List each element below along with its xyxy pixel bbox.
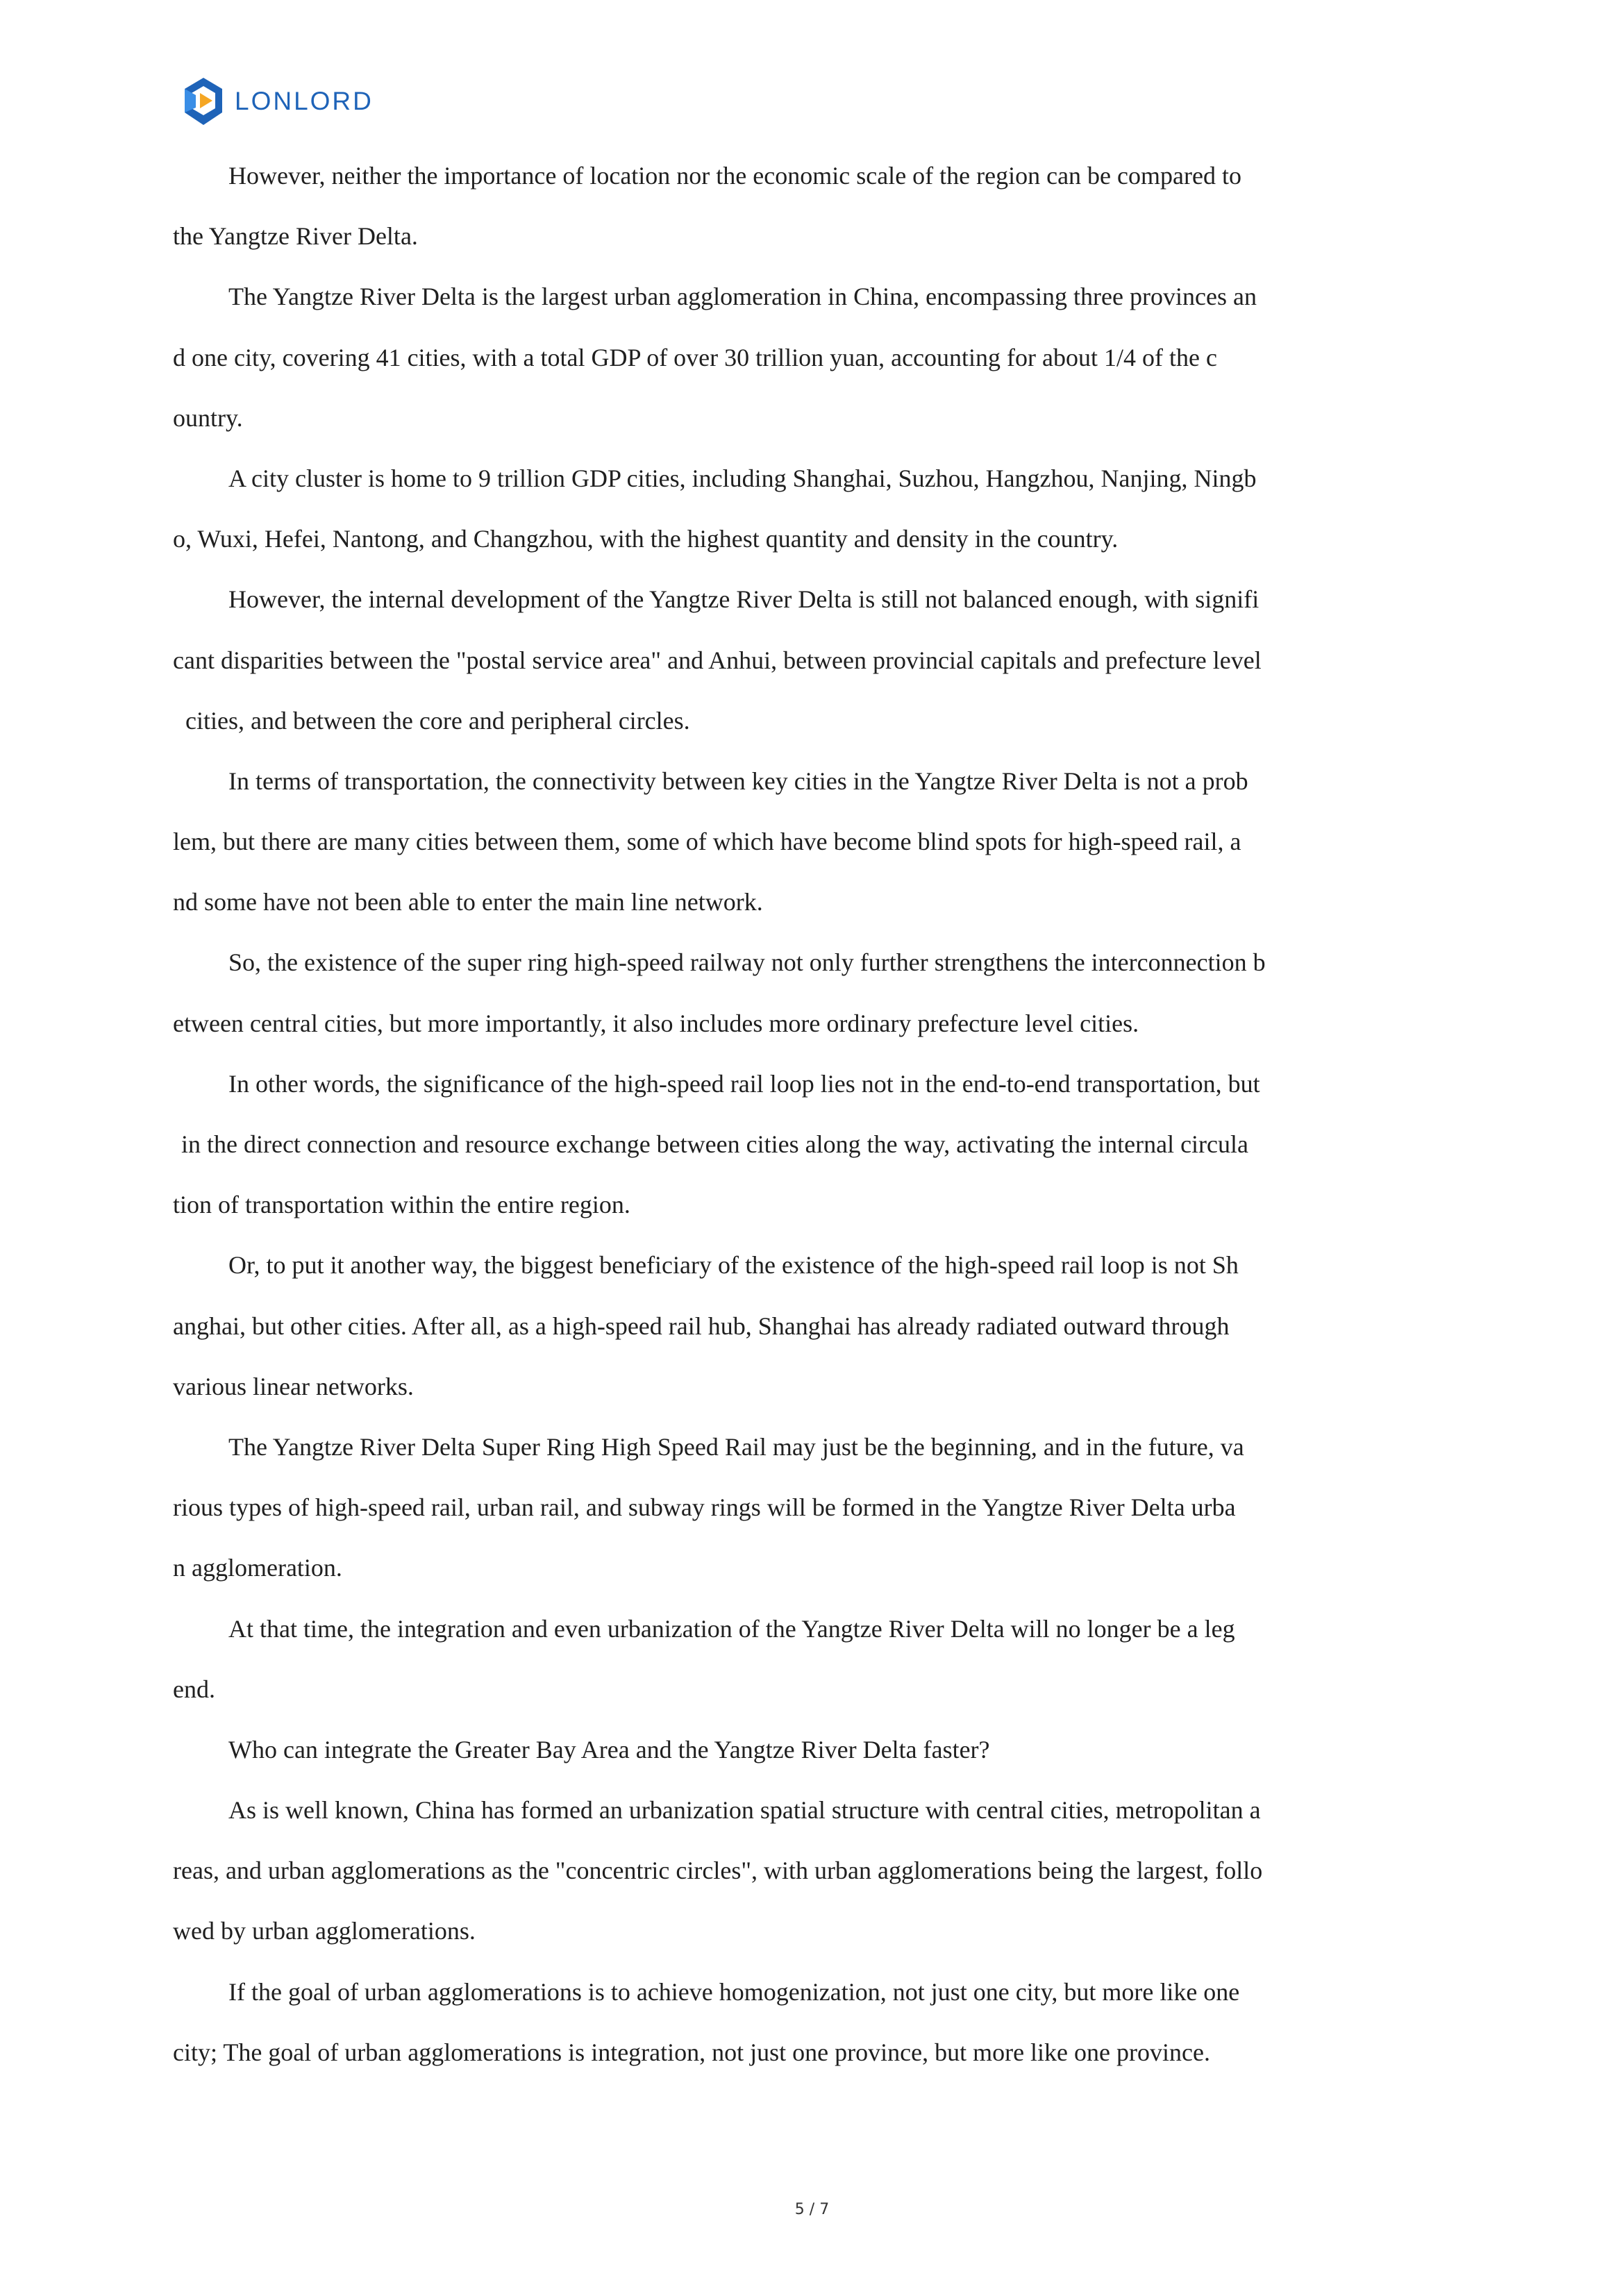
document-body	[173, 154, 1453, 2091]
page-number: 5 / 7	[794, 2201, 830, 2218]
text-line: As is well known, China has formed an urbanization spatial structure with central cities, metropolitan a	[228, 1796, 1261, 1825]
text-line: anghai, but other cities. After all, as a high-speed rail hub, Shanghai has already radiated outward through	[173, 1312, 1230, 1340]
text-line: cant disparities between the "postal service area" and Anhui, between provincial capitals and prefecture level	[173, 646, 1262, 674]
text-line: However, the internal development of the Yangtze River Delta is still not balanced enough, with signifi	[228, 585, 1259, 614]
text-line: In terms of transportation, the connectivity between key cities in the Yangtze River Delta is not a prob	[228, 766, 1248, 795]
text-line: So, the existence of the super ring high-speed railway not only further strengthens the interconnection b	[228, 948, 1266, 977]
text-line: city; The goal of urban agglomerations is integration, not just one province, but more like one province.	[173, 2038, 1210, 2066]
text-line: d one city, covering 41 cities, with a total GDP of over 30 trillion yuan, accounting for about 1/4 of the c	[173, 343, 1217, 371]
text-line: Who can integrate the Greater Bay Area and the Yangtze River Delta faster?	[228, 1735, 990, 1763]
text-line: cities, and between the core and peripheral circles.	[185, 706, 690, 735]
paragraph-lines	[173, 154, 1453, 2091]
text-line: If the goal of urban agglomerations is to achieve homogenization, not just one city, but more like one	[228, 1977, 1240, 2006]
text-line: ountry.	[173, 403, 243, 432]
text-line: Or, to put it another way, the biggest beneficiary of the existence of the high-speed rail loop is not Sh	[228, 1251, 1239, 1280]
text-line: tion of transportation within the entire region.	[173, 1191, 630, 1219]
text-line: in the direct connection and resource exchange between cities along the way, activating the internal circula	[181, 1130, 1248, 1158]
text-line: reas, and urban agglomerations as the "concentric circles", with urban agglomerations being the largest, follo	[173, 1857, 1263, 1885]
text-line: o, Wuxi, Hefei, Nantong, and Changzhou, with the highest quantity and density in the country.	[173, 525, 1119, 553]
text-line: nd some have not been able to enter the main line network.	[173, 888, 763, 916]
text-line: The Yangtze River Delta Super Ring High Speed Rail may just be the beginning, and in the future, va	[228, 1432, 1244, 1461]
text-line: rious types of high-speed rail, urban rail, and subway rings will be formed in the Yangtze River Delta urba	[173, 1493, 1236, 1522]
text-line: various linear networks.	[173, 1372, 414, 1400]
text-line: A city cluster is home to 9 trillion GDP cities, including Shanghai, Suzhou, Hangzhou, Nanjing, Ningb	[228, 464, 1257, 492]
text-line: etween central cities, but more importantly, it also includes more ordinary prefecture level cities.	[173, 1009, 1139, 1037]
text-line: The Yangtze River Delta is the largest urban agglomeration in China, encompassing three provinces an	[228, 283, 1257, 311]
text-line: n agglomeration.	[173, 1554, 342, 1582]
header-logo	[182, 76, 374, 126]
logo-text: LONLORD	[235, 87, 374, 115]
text-line: However, neither the importance of location nor the economic scale of the region can be compared to	[228, 162, 1241, 190]
lonlord-logo-icon	[182, 76, 225, 126]
text-line: At that time, the integration and even urbanization of the Yangtze River Delta will no longer be a leg	[228, 1614, 1235, 1643]
text-line: lem, but there are many cities between them, some of which have become blind spots for high-speed rail, a	[173, 828, 1241, 856]
text-line: wed by urban agglomerations.	[173, 1917, 476, 1945]
text-line: In other words, the significance of the high-speed rail loop lies not in the end-to-end transportation, but	[228, 1069, 1260, 1098]
text-line: the Yangtze River Delta.	[173, 222, 418, 251]
text-line: end.	[173, 1675, 215, 1703]
